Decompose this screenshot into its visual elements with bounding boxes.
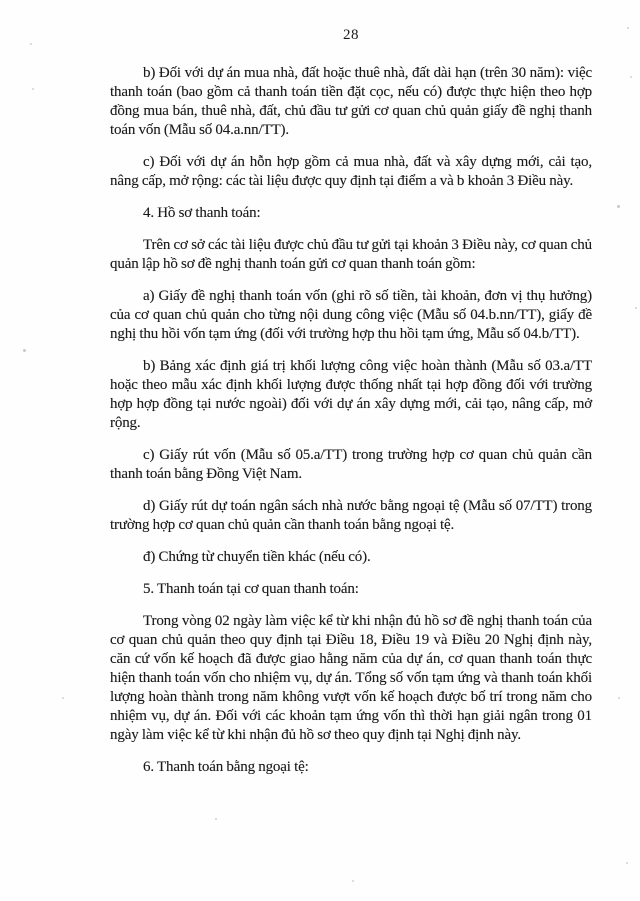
section-heading-4-payment-dossier: 4. Hồ sơ thanh toán:: [143, 205, 261, 221]
scan-speck: [635, 307, 637, 309]
scan-speck: [215, 818, 217, 820]
scan-speck: [62, 697, 64, 699]
paragraph-point-a-payment-request: a) Giấy đề nghị thanh toán vốn (ghi rõ số tiền, tài khoản, đơn vị thụ hưởng) của cơ quan chủ quản cho từng nội dung công việc (Mẫu số 04.b.nn/TT), giấy đề nghị thu hồi vốn tạm ứng (đối với trường hợp thu hồi tạm ứng, Mẫu số 04.b/TT).: [110, 288, 592, 342]
scan-speck: [618, 697, 620, 699]
section-heading-5-payment-at-agency: 5. Thanh toán tại cơ quan thanh toán:: [143, 581, 359, 597]
paragraph-point-c-mixed-project: c) Đối với dự án hỗn hợp gồm cả mua nhà, đất và xây dựng mới, cải tạo, nâng cấp, mở rộng: các tài liệu được quy định tại điểm a và b khoản 3 Điều này.: [110, 154, 592, 189]
document-body: [110, 64, 592, 790]
scan-speck: [32, 88, 34, 90]
paragraph-payment-timeline: Trong vòng 02 ngày làm việc kể từ khi nhận đủ hồ sơ đề nghị thanh toán của cơ quan chủ quản theo quy định tại Điều 18, Điều 19 và Điều 20 Nghị định này, căn cứ vốn kế hoạch đã được giao hằng năm của dự án, cơ quan thanh toán thực hiện thanh toán vốn cho nhiệm vụ, dự án. Tổng số vốn tạm ứng và thanh toán khối lượng hoàn thành trong năm không vượt vốn kế hoạch được bố trí trong năm cho nhiệm vụ, dự án. Đối với các khoản tạm ứng vốn thì thời hạn giải ngân trong 01 ngày làm việc kể từ khi nhận đủ hồ sơ theo quy định tại Nghị định này.: [110, 613, 592, 743]
scan-speck: [617, 205, 620, 208]
scan-speck: [30, 43, 32, 45]
scan-speck: [352, 880, 354, 882]
page-number: 28: [343, 27, 359, 43]
paragraph-point-b-housing: b) Đối với dự án mua nhà, đất hoặc thuê nhà, đất dài hạn (trên 30 năm): việc thanh toán (bao gồm cả thanh toán tiền đặt cọc, nếu có) được thực hiện theo hợp đồng mua bán, thuê nhà, đất, chủ đầu tư gửi cơ quan chủ quản giấy đề nghị thanh toán vốn (Mẫu số 04.a.nn/TT).: [110, 65, 592, 138]
paragraph-point-c-capital-withdrawal: c) Giấy rút vốn (Mẫu số 05.a/TT) trong trường hợp cơ quan chủ quản cần thanh toán bằng Đồng Việt Nam.: [110, 447, 592, 482]
scan-speck: [626, 862, 628, 864]
paragraph-dossier-intro: Trên cơ sở các tài liệu được chủ đầu tư gửi tại khoản 3 Điều này, cơ quan chủ quản lập hồ sơ đề nghị thanh toán gửi cơ quan thanh toán gồm:: [110, 237, 592, 272]
scan-speck: [23, 349, 26, 352]
scan-speck: [630, 76, 632, 78]
section-heading-6-foreign-currency-payment: 6. Thanh toán bằng ngoại tệ:: [143, 759, 309, 775]
scan-speck: [627, 27, 629, 29]
paragraph-point-b-volume-sheet: b) Bảng xác định giá trị khối lượng công việc hoàn thành (Mẫu số 03.a/TT hoặc theo mẫu xác định khối lượng được thống nhất tại hợp đồng đối với trường hợp hợp đồng tại nước ngoài) đối với dự án xây dựng mới, cải tạo, nâng cấp, mở rộng.: [110, 358, 592, 431]
paragraph-point-dd-other-transfer-documents: đ) Chứng từ chuyển tiền khác (nếu có).: [143, 549, 371, 565]
paragraph-point-d-foreign-currency-withdrawal: d) Giấy rút dự toán ngân sách nhà nước bằng ngoại tệ (Mẫu số 07/TT) trong trường hợp cơ quan chủ quản cần thanh toán bằng ngoại tệ.: [110, 498, 592, 533]
